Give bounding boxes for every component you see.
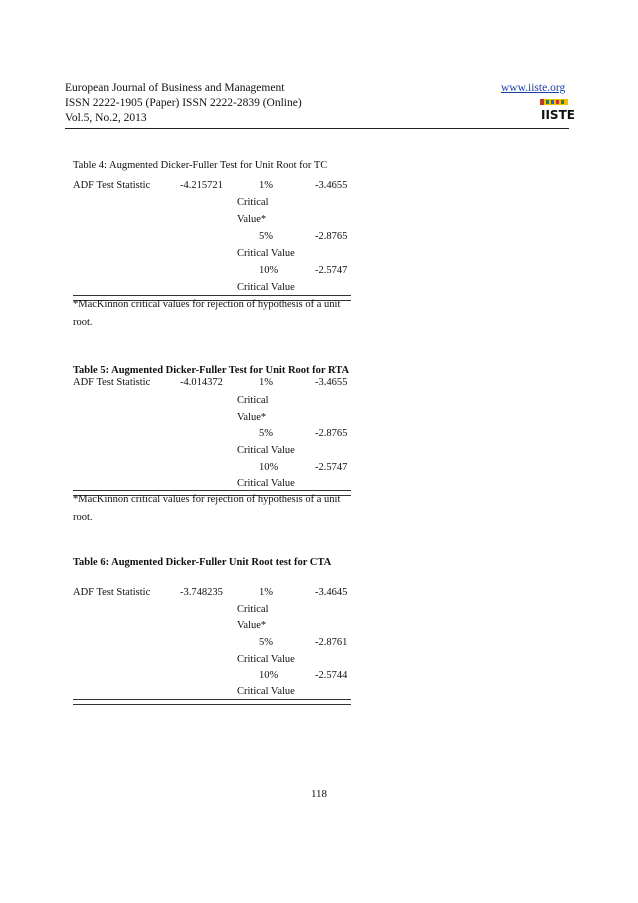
table-6-value-1: -3.4645 [315, 587, 348, 598]
table-4-note-line-2: root. [73, 317, 93, 328]
table-4-value-5: -2.8765 [315, 231, 348, 242]
table-6-level-10: 10% [259, 670, 279, 681]
table-4-value-10: -2.5747 [315, 265, 348, 276]
journal-title: European Journal of Business and Management [65, 82, 285, 94]
table-4-label-value: Value* [237, 214, 267, 225]
table-6-title: Table 6: Augmented Dicker-Fuller Unit Root test for CTA [73, 557, 332, 568]
table-5-label-cv-10: Critical Value [237, 478, 295, 489]
volume-line: Vol.5, No.2, 2013 [65, 112, 147, 124]
table-4-note [73, 296, 353, 332]
table-4-title: Table 4: Augmented Dicker-Fuller Test for Unit Root for TC [73, 160, 328, 171]
logo-text: IISTE [541, 108, 575, 122]
table-6-label-value: Value* [237, 620, 267, 631]
table-5-label-cv-5: Critical Value [237, 445, 295, 456]
table-5-value-5: -2.8765 [315, 428, 348, 439]
table-4-level-5: 5% [259, 231, 273, 242]
table-6-value-10: -2.5744 [315, 670, 348, 681]
table-4-level-1: 1% [259, 180, 273, 191]
table-4-row-label: ADF Test Statistic [73, 180, 151, 191]
table-5-level-5: 5% [259, 428, 273, 439]
issn-line: ISSN 2222-1905 (Paper) ISSN 2222-2839 (Online) [65, 97, 302, 109]
table-5-note-line-2: root. [73, 512, 93, 523]
page-number: 118 [310, 788, 328, 800]
table-6-label-cv-5: Critical Value [237, 654, 295, 665]
table-4-statistic: -4.215721 [180, 180, 223, 191]
table-5-row-label: ADF Test Statistic [73, 377, 151, 388]
table-5-label-value: Value* [237, 412, 267, 423]
header-rule [65, 128, 569, 129]
table-4-label-critical: Critical [237, 197, 269, 208]
table-6-row-label: ADF Test Statistic [73, 587, 151, 598]
iiste-logo [540, 99, 575, 122]
table-5-label-critical: Critical [237, 395, 269, 406]
table-6-level-1: 1% [259, 587, 273, 598]
table-4-label-cv-5: Critical Value [237, 248, 295, 259]
journal-url-link[interactable]: www.iiste.org [501, 82, 566, 94]
table-6-label-cv-10: Critical Value [237, 686, 295, 697]
table-5-value-10: -2.5747 [315, 462, 348, 473]
table-4-value-1: -3.4655 [315, 180, 348, 191]
table-6-double-rule [73, 699, 351, 705]
table-5-statistic: -4.014372 [180, 377, 223, 388]
table-6-statistic: -3.748235 [180, 587, 223, 598]
table-6-level-5: 5% [259, 637, 273, 648]
table-4-label-cv-10: Critical Value [237, 282, 295, 293]
table-4-note-line-1: *MacKinnon critical values for rejection of hypothesis of a unit [73, 299, 341, 310]
table-4-level-10: 10% [259, 265, 279, 276]
table-5-level-1: 1% [259, 377, 273, 388]
table-5-level-10: 10% [259, 462, 279, 473]
table-5-value-1: -3.4655 [315, 377, 348, 388]
table-6-value-5: -2.8761 [315, 637, 348, 648]
table-5-note-line-1: *MacKinnon critical values for rejection of hypothesis of a unit [73, 494, 341, 505]
table-5-note [73, 491, 353, 527]
table-6-label-critical: Critical [237, 604, 269, 615]
table-5-title: Table 5: Augmented Dicker-Fuller Test for Unit Root for RTA [73, 365, 350, 376]
